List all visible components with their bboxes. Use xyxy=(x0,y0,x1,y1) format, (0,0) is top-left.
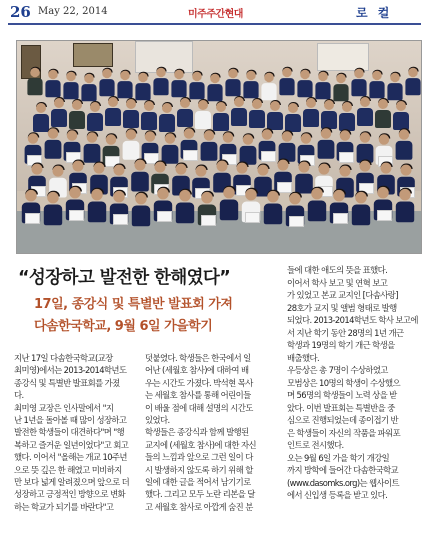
article-line: 심으로 진행되었는데 종이접기 반 xyxy=(287,415,399,425)
article-line: 교지에 (세월호 참사)에 대한 자신 xyxy=(145,439,256,450)
article-line: 다. xyxy=(14,390,24,401)
certificate-paper xyxy=(245,212,260,223)
person xyxy=(177,97,193,127)
person xyxy=(243,70,258,99)
person xyxy=(63,71,78,100)
person xyxy=(352,191,370,226)
article-line: 인트로 전시했다. xyxy=(287,440,344,450)
article-line: 발전한 학생들이 대견하다"며 "행 xyxy=(14,427,125,438)
group-photo xyxy=(16,40,422,254)
article-line: 학생들은 종강식과 함께 발행된 xyxy=(145,427,249,438)
person xyxy=(161,132,178,164)
person xyxy=(333,73,348,102)
article-line: 는 세월호 참사를 통해 어린이들 xyxy=(145,390,251,401)
article-line: 며 56명의 학생들이 노력 상을 받 xyxy=(287,390,397,400)
person xyxy=(317,127,334,159)
article-line: 까지 방학에 들어간 다솜한국학교 xyxy=(287,465,399,475)
article-line: 일에 대한 글을 적어서 남기기로 xyxy=(145,476,251,487)
article-line: 우는 시간도 가졌다. 박석현 목사 xyxy=(145,377,253,388)
person xyxy=(387,72,402,101)
person xyxy=(261,72,276,101)
person xyxy=(123,98,139,128)
article-line: 최미영)에서는 2013-2014학년도 xyxy=(14,365,127,376)
article-line: 았다. 이번 발표회는 특별반을 중 xyxy=(287,402,395,413)
person xyxy=(278,130,295,162)
article-line: 지난 17일 다솜한국학교(교장 xyxy=(14,353,113,363)
person xyxy=(176,189,194,224)
person xyxy=(81,73,96,102)
person xyxy=(279,67,294,96)
article-line: 어난 (세월호 참사)에 대하여 배 xyxy=(145,365,249,376)
article-column-3 xyxy=(287,264,421,502)
person xyxy=(200,129,217,161)
article-line: 으로 뜻 깊은 한 해였고 미비하지 xyxy=(14,464,122,475)
section-label: 로 컬 xyxy=(356,6,393,20)
person xyxy=(153,67,168,96)
person xyxy=(297,69,312,98)
person xyxy=(87,101,103,131)
article-line: 하는 학교가 되기를 바란다"고 xyxy=(14,501,114,512)
person xyxy=(285,102,301,132)
article-line: 최미영 교장은 인사말에서 "지 xyxy=(14,402,114,413)
person xyxy=(99,68,114,97)
person xyxy=(213,101,229,131)
article-line: 복하고 즐거운 일년이었다"고 회고 xyxy=(14,439,129,450)
person xyxy=(45,69,60,98)
person xyxy=(51,97,67,127)
certificate-paper xyxy=(333,213,348,224)
article-column-2 xyxy=(145,352,275,513)
person xyxy=(351,68,366,97)
article-line: 오는 9월 6일 가을 학기 개강일 xyxy=(287,452,390,463)
article-line: 했다. 그리고 모두 노란 리본을 달 xyxy=(145,489,255,500)
person xyxy=(321,99,337,129)
person xyxy=(396,188,414,223)
person xyxy=(83,131,100,163)
article-subheadline-2: 다솜한국학교, 9월 6일 가을학기 xyxy=(34,319,213,334)
person xyxy=(44,127,61,159)
person xyxy=(117,70,132,99)
article-line: 모범상은 10명의 학생이 수상했으 xyxy=(287,377,401,388)
person xyxy=(369,70,384,99)
certificate-paper xyxy=(113,214,128,225)
article-line: 이어서 학사 보고 및 연혁 보고 xyxy=(287,277,388,288)
person xyxy=(231,96,247,126)
person xyxy=(44,191,62,226)
article-line: 덧붙였다. 학생들은 한국에서 일 xyxy=(145,353,251,363)
person xyxy=(249,98,265,128)
person xyxy=(88,188,106,223)
person xyxy=(356,131,373,163)
article-line: 있었다. xyxy=(145,414,170,425)
article-subheadline-1: 17일, 종강식 및 특별반 발표회 가져 xyxy=(34,297,233,312)
person xyxy=(405,67,420,96)
article-line: 은 학생들이 자신의 작품을 파워포 xyxy=(287,427,401,438)
page-header xyxy=(0,0,429,22)
publication-name: 미주주간현대 xyxy=(188,9,243,20)
article-headline: “성장하고 발전한 한해였다” xyxy=(18,268,231,288)
person xyxy=(357,96,373,126)
person xyxy=(27,67,42,96)
person xyxy=(375,98,391,128)
header-rule xyxy=(8,23,421,25)
article-line: 에서 신입생 등록을 받고 있다. xyxy=(287,490,388,500)
article-line: 학생과 19명의 학기 개근 학생을 xyxy=(287,340,395,350)
person xyxy=(225,68,240,97)
person xyxy=(141,100,157,130)
article-line: 들의 느낌과 앞으로 그런 일이 다 xyxy=(145,452,253,463)
article-line: 가 있었고 본교 교지인 [다솜사랑] xyxy=(287,290,398,300)
wall-frame xyxy=(73,43,113,67)
person xyxy=(220,186,238,221)
article-line: 했다. 이어서 "올해는 개교 10주년 xyxy=(14,452,127,463)
person xyxy=(195,99,211,129)
person xyxy=(105,96,121,126)
person xyxy=(159,102,175,132)
issue-date: May 22, 2014 xyxy=(38,6,108,17)
certificate-paper xyxy=(157,211,172,222)
article-line: 배출했다. xyxy=(287,352,320,363)
person xyxy=(264,190,282,225)
article-line: 고 세월호 참사로 아깝게 숨진 분 xyxy=(145,501,253,512)
article-line: (www.dasomks.org)는 웹사이트 xyxy=(287,477,399,488)
article-line: 이 배울 점에 대해 설명의 시간도 xyxy=(145,402,253,413)
person xyxy=(308,187,326,222)
article-line: 28호가 교지 및 앨범 형태로 발행 xyxy=(287,302,397,313)
article-column-1 xyxy=(14,352,134,513)
article-line: 서 지난 학기 동안 28명의 1년 개근 xyxy=(287,327,404,338)
article-line: 우등상은 총 7명이 수상하였고 xyxy=(287,365,388,375)
certificate-paper xyxy=(339,152,354,163)
certificate-paper xyxy=(289,216,304,227)
article-line: 종강식 및 특별반 발표회를 가졌 xyxy=(14,377,120,388)
person xyxy=(171,69,186,98)
page-number: 26 xyxy=(10,3,31,21)
certificate-paper xyxy=(377,210,392,221)
person xyxy=(207,73,222,102)
article-line: 되었다. 2013-2014학년도 학사 보고에 xyxy=(287,315,418,325)
certificate-paper xyxy=(183,150,198,161)
person xyxy=(393,100,409,130)
article-line: 만 보다 넓게 알려졌으며 앞으로 더 xyxy=(14,476,130,487)
person xyxy=(69,99,85,129)
certificate-paper xyxy=(69,210,84,221)
person xyxy=(132,192,150,227)
person xyxy=(303,97,319,127)
article-line: 시 발생하지 않도록 하기 위해 할 xyxy=(145,464,253,475)
article-line: 들에 대한 애도의 뜻을 표했다. xyxy=(287,265,388,275)
person xyxy=(122,128,139,160)
article-line: 성장하고 긍정적인 방향으로 변화 xyxy=(14,489,126,500)
person xyxy=(315,71,330,100)
person xyxy=(131,159,149,192)
person xyxy=(339,101,355,131)
person xyxy=(267,100,283,130)
person xyxy=(395,128,412,160)
person xyxy=(189,71,204,100)
article-line: 난 1년을 돌아볼 때 많이 성장하고 xyxy=(14,414,127,425)
person xyxy=(135,72,150,101)
certificate-paper xyxy=(25,213,40,224)
person xyxy=(239,133,256,165)
certificate-paper xyxy=(201,215,216,226)
